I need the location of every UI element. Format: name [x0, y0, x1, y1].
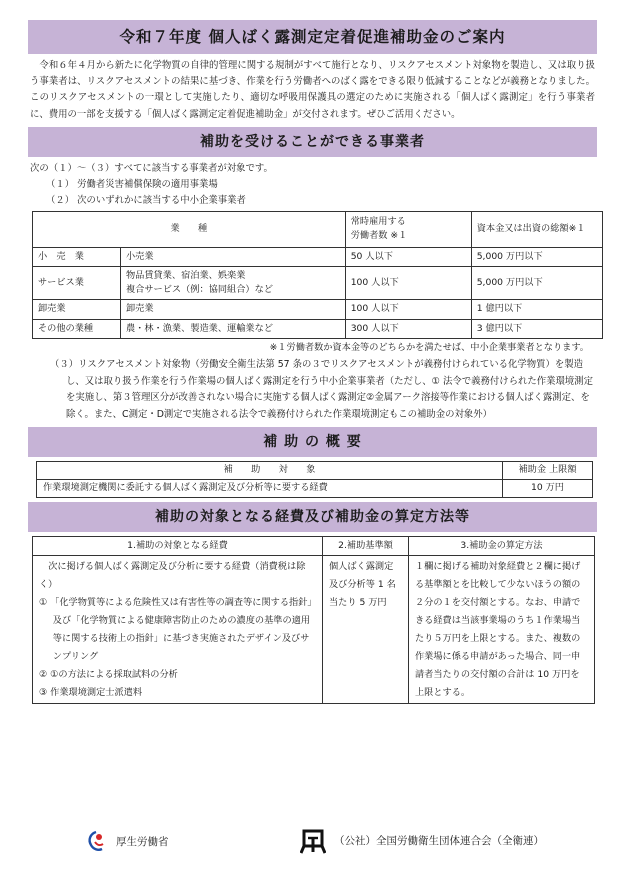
row-capital: 1 億円以下 — [471, 300, 602, 319]
row-capital: 5,000 万円以下 — [471, 266, 602, 300]
header-target: 補 助 対 象 — [37, 461, 503, 479]
expense-item-3: ③ 作業環境測定士派遣料 — [39, 686, 143, 698]
expense-item-2: ② ①の方法による採取試料の分析 — [39, 668, 178, 680]
expenses-intro: 次に掲げる個人ばく露測定及び分析に要する経費（消費税は除く） — [39, 560, 306, 590]
eligible-expenses-cell — [33, 555, 323, 704]
row-capital: 3 億円以下 — [471, 319, 602, 338]
ministry-name: 厚生労働省 — [116, 835, 169, 848]
expense-calculation-table — [32, 536, 595, 705]
header-industry: 業 種 — [33, 211, 346, 247]
row-detail-line1: 物品賃貸業、宿泊業、娯楽業 — [126, 269, 246, 281]
eligibility-item-3: （３）リスクアセスメント対象物（労働安全衛生法第 57 条の３でリスクアセスメントが義務付けられている化学物質）を製造し、又は取り扱う作業を行う作業場の個人ばく露測定を行う中小企業事業者（ただし、① 法令で義務付けられた作業環境測定を実施し、第３管理区分が改善されない場合に実施する個人ばく露測定②金属アーク溶接等作業における個人ばく露測定、を除く。また、C測定・D測定で実施される法令で義務付けられた作業環境測定もこの補助金の対象外） — [50, 359, 593, 420]
row-capital: 5,000 万円以下 — [471, 247, 602, 266]
header-limit: 補助金 上限額 — [503, 461, 593, 479]
row-detail: 小売業 — [121, 247, 346, 266]
base-amount-cell: 個人ばく露測定及び分析等 1 名当たり 5 万円 — [323, 555, 409, 704]
row-detail-line2: 複合サービス（例：協同組合）など — [126, 284, 273, 296]
table-row — [33, 266, 603, 300]
section-heading-expenses: 補助の対象となる経費及び補助金の算定方法等 — [28, 502, 597, 532]
calculation-cell: １欄に掲げる補助対象経費と２欄に掲げる基準額とを比較して少ないほうの額の２分の１を交付額とする。なお、申請できる経費は当該事業場のうち１作業場当たり５万円を上限とする。また、複数の作業場に係る申請があった場合、同一申請者当たりの交付額の合計は 10 万円を上限とする。 — [409, 555, 595, 704]
row-detail — [121, 266, 346, 300]
row-detail: 農・林・漁業、製造業、運輸業など — [121, 319, 346, 338]
zeneiren-logo-icon — [300, 828, 326, 854]
page-title: 令和７年度 個人ばく露測定定着促進補助金のご案内 — [28, 20, 597, 54]
table-row — [33, 319, 603, 338]
table-header-row — [37, 461, 593, 479]
table-footnote: ※１労働者数か資本金等のどちらかを満たせば、中小企業事業者となります。 — [269, 341, 589, 353]
table-row — [33, 300, 603, 319]
header-workers — [345, 211, 471, 247]
association-credit — [300, 828, 544, 854]
eligibility-item-1: （１） 労働者災害補償保険の適用事業場 — [46, 178, 218, 190]
row-category: その他の業種 — [33, 319, 121, 338]
table-row — [33, 247, 603, 266]
section-heading-eligible: 補助を受けることができる事業者 — [28, 127, 597, 157]
row-workers: 100 人以下 — [345, 266, 471, 300]
subsidy-target: 作業環境測定機関に委託する個人ばく露測定及び分析等に要する経費 — [37, 479, 503, 497]
table-header-row — [33, 536, 595, 555]
table-row — [37, 479, 593, 497]
header-workers-line2: 労働者数 ※１ — [350, 230, 408, 242]
table-header-row — [33, 211, 603, 247]
row-category: 小 売 業 — [33, 247, 121, 266]
header-capital: 資本金又は出資の総額※１ — [471, 211, 602, 247]
row-category: 卸売業 — [33, 300, 121, 319]
header-eligible-expenses: 1.補助の対象となる経費 — [33, 536, 323, 555]
footer — [0, 826, 625, 856]
row-workers: 300 人以下 — [345, 319, 471, 338]
header-workers-line1: 常時雇用する — [350, 215, 406, 227]
section-heading-overview: 補 助 の 概 要 — [28, 427, 597, 457]
subsidy-limit: 10 万円 — [503, 479, 593, 497]
header-base-amount: 2.補助基準額 — [323, 536, 409, 555]
row-category: サービス業 — [33, 266, 121, 300]
eligibility-item-2: （２） 次のいずれかに該当する中小企業事業者 — [46, 194, 246, 206]
subsidy-overview-table — [36, 461, 593, 498]
row-workers: 100 人以下 — [345, 300, 471, 319]
eligibility-lead: 次の（１）～（３）すべてに該当する事業者が対象です。 — [30, 162, 273, 174]
sme-criteria-table — [32, 211, 603, 339]
ministry-credit — [86, 830, 169, 854]
row-workers: 50 人以下 — [345, 247, 471, 266]
header-calculation: 3.補助金の算定方法 — [409, 536, 595, 555]
row-detail: 卸売業 — [121, 300, 346, 319]
expense-item-1: ① 「化学物質等による危険性又は有害性等の調査等に関する指針」及び「化学物質による健康障害防止のための濃度の基準の適用等に関する技術上の指針」に基づき実施されたデザイン及びサンプリング — [39, 596, 312, 662]
table-row — [33, 555, 595, 704]
mhlw-logo-icon — [86, 830, 106, 854]
intro-paragraph: 令和６年４月から新たに化学物質の自律的管理に関する規制がすべて施行となり、リスクアセスメント対象物を製造し、又は取り扱う事業者は、リスクアセスメントの結果に基づき、作業を行う労働者へのばく露をできる限り低減することなどが義務となりました。このリスクアセスメントの一環として実施したり、適切な呼吸用保護具の選定のために実施される「個人ばく露測定」を行う事業者に、費用の一部を支援する「個人ばく露測定定着促進補助金」が交付されます。ぜひご活用ください。 — [30, 60, 595, 120]
association-name: （公社）全国労働衛生団体連合会（全衛連） — [334, 834, 544, 847]
